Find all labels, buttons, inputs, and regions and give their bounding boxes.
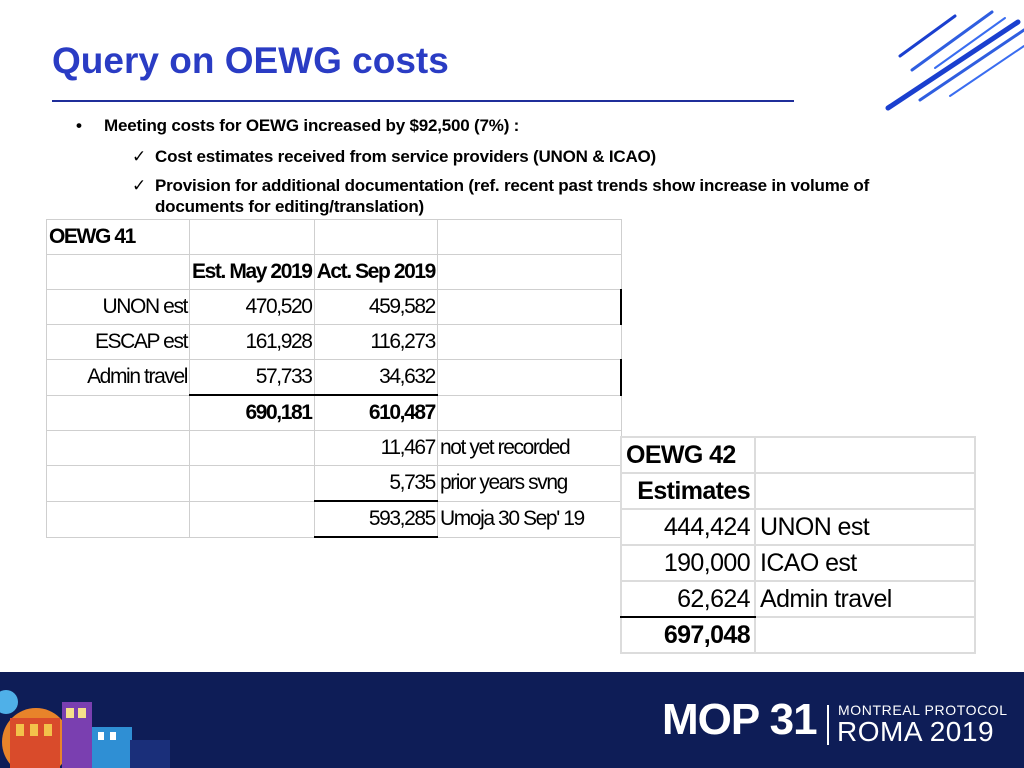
estimate-label: Admin travel bbox=[755, 581, 975, 617]
row-label: UNON est bbox=[47, 290, 190, 325]
check-item bbox=[132, 175, 962, 217]
check-item-text: Cost estimates received from service providers (UNON & ICAO) bbox=[155, 147, 657, 166]
table-row bbox=[47, 220, 622, 255]
adjustment-note: not yet recorded bbox=[437, 431, 621, 466]
estimate-label: UNON est bbox=[755, 509, 975, 545]
table-row bbox=[621, 437, 975, 473]
check-item-text: Provision for additional documentation (ref. recent past trends show increase in volume of documents for editing/translation) bbox=[155, 176, 870, 216]
footer-place: ROMA 2019 bbox=[837, 716, 995, 747]
estimate-label: ICAO est bbox=[755, 545, 975, 581]
table-row bbox=[47, 395, 622, 431]
estimate-value: 444,424 bbox=[621, 509, 755, 545]
adjustment-note: Umoja 30 Sep' 19 bbox=[437, 501, 621, 537]
footer-separator bbox=[827, 705, 829, 745]
estimate-value: 190,000 bbox=[621, 545, 755, 581]
check-icon: ✓ bbox=[132, 147, 147, 166]
total-act: 610,487 bbox=[314, 395, 437, 431]
row-label: ESCAP est bbox=[47, 325, 190, 360]
table-row bbox=[621, 509, 975, 545]
table-row bbox=[621, 617, 975, 653]
est-value: 57,733 bbox=[190, 360, 315, 396]
total-est: 690,181 bbox=[190, 395, 315, 431]
footer-org: MONTREAL PROTOCOL bbox=[838, 702, 1008, 718]
oewg42-title: OEWG 42 bbox=[621, 437, 755, 473]
title-underline bbox=[52, 100, 794, 102]
adjustment-value: 11,467 bbox=[314, 431, 437, 466]
table-row bbox=[47, 466, 622, 502]
table-row bbox=[621, 581, 975, 617]
slide-title: Query on OEWG costs bbox=[52, 40, 449, 81]
row-label: Admin travel bbox=[47, 360, 190, 396]
table-row bbox=[621, 473, 975, 509]
event-logo-text: MOP 31 bbox=[662, 695, 817, 744]
oewg42-total: 697,048 bbox=[621, 617, 755, 653]
oewg42-table bbox=[620, 436, 976, 654]
oewg42-subtitle: Estimates bbox=[621, 473, 755, 509]
check-icon: ✓ bbox=[132, 176, 147, 195]
table-row bbox=[47, 431, 622, 466]
adjustment-value: 5,735 bbox=[314, 466, 437, 502]
rome-illustration-icon bbox=[0, 672, 170, 768]
adjustment-note: prior years svng bbox=[437, 466, 621, 502]
act-value: 34,632 bbox=[314, 360, 437, 396]
oewg41-title: OEWG 41 bbox=[47, 220, 190, 255]
col-header-est: Est. May 2019 bbox=[190, 255, 315, 290]
table-row bbox=[47, 360, 622, 396]
act-value: 459,582 bbox=[314, 290, 437, 325]
est-value: 470,520 bbox=[190, 290, 315, 325]
estimate-value: 62,624 bbox=[621, 581, 755, 617]
table-row bbox=[621, 545, 975, 581]
act-value: 116,273 bbox=[314, 325, 437, 360]
table-row bbox=[47, 255, 622, 290]
table-row bbox=[47, 290, 622, 325]
bullet-main bbox=[76, 116, 519, 136]
adjustment-value: 593,285 bbox=[314, 501, 437, 537]
col-header-act: Act. Sep 2019 bbox=[314, 255, 437, 290]
est-value: 161,928 bbox=[190, 325, 315, 360]
table-row bbox=[47, 501, 622, 537]
oewg41-table bbox=[46, 219, 622, 538]
check-item bbox=[132, 146, 962, 167]
blue-streaks-logo-icon bbox=[880, 8, 1024, 118]
bullet-icon: • bbox=[76, 116, 82, 135]
table-row bbox=[47, 325, 622, 360]
bullet-main-text: Meeting costs for OEWG increased by $92,500 (7%) : bbox=[104, 116, 520, 135]
